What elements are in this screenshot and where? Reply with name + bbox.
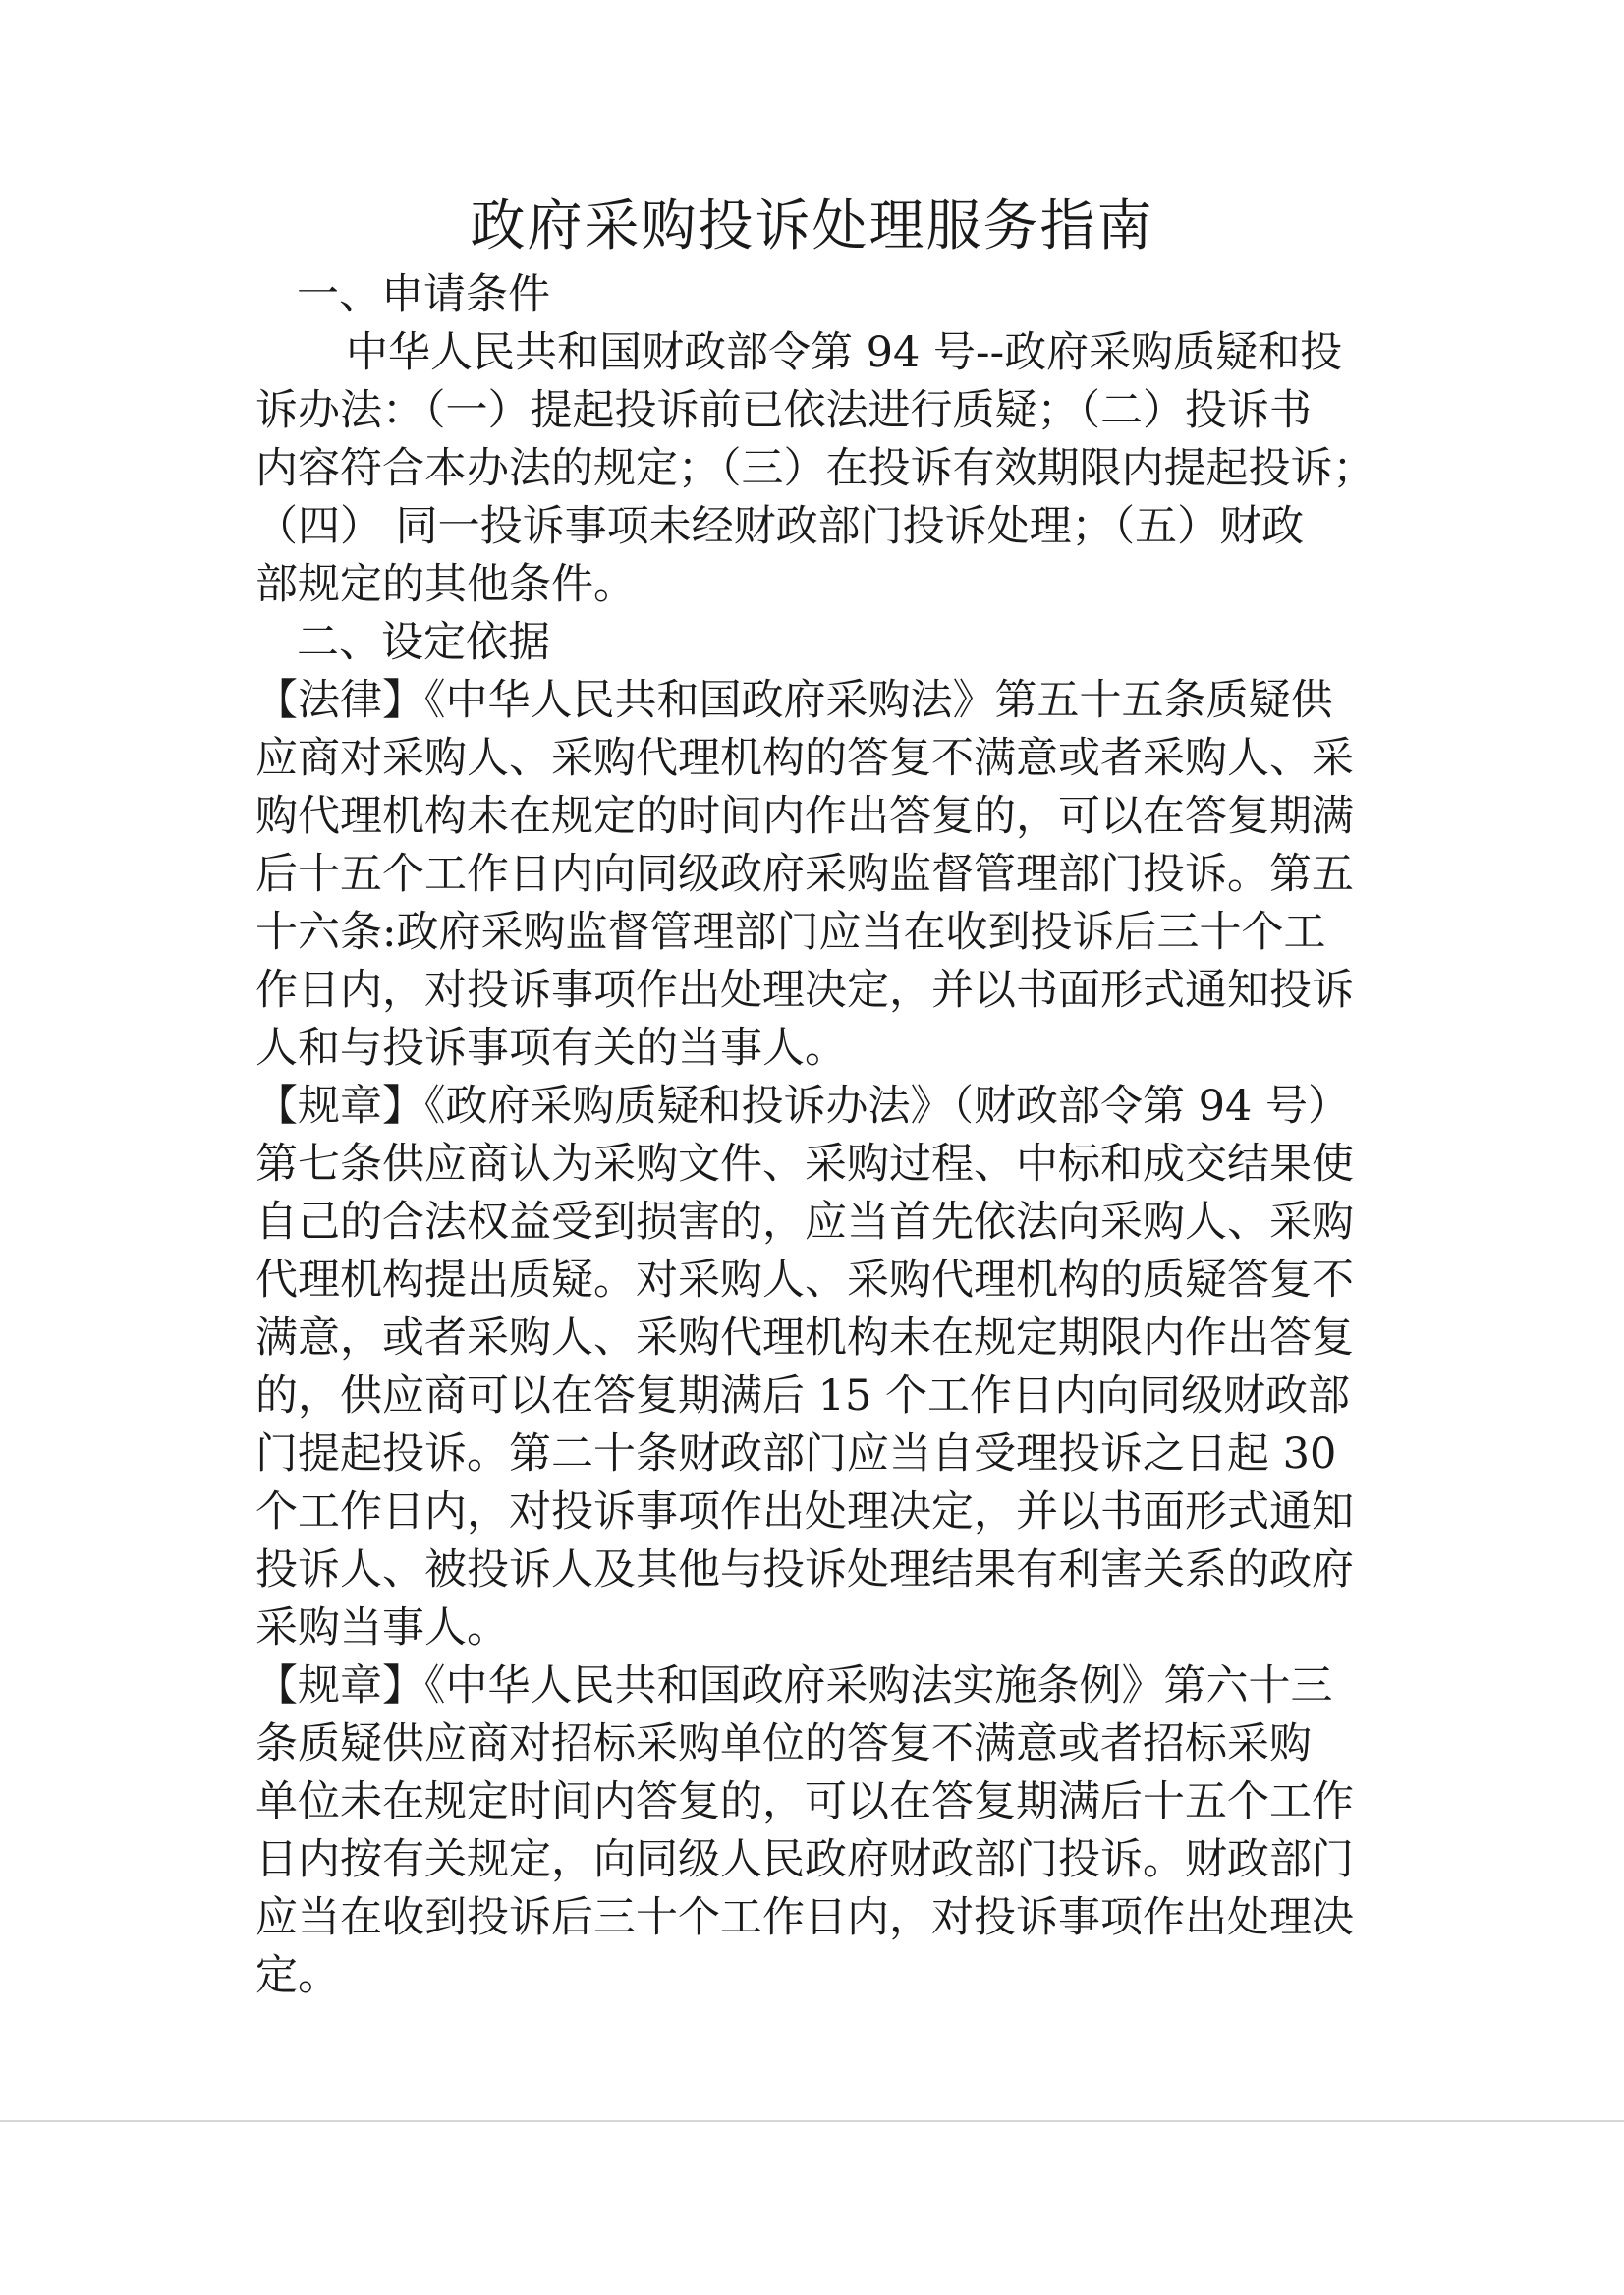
- paragraph-line: 【法律】《中华人民共和国政府采购法》第五十五条质疑供: [255, 676, 1333, 725]
- paragraph-line: 人和与投诉事项有关的当事人。: [255, 1024, 847, 1073]
- section-heading-conditions: 一、申请条件: [297, 270, 550, 319]
- paragraph-line: 后十五个工作日内向同级政府采购监督管理部门投诉。第五: [255, 850, 1354, 899]
- paragraph-line: 应商对采购人、采购代理机构的答复不满意或者采购人、采: [255, 734, 1354, 783]
- section-heading-basis: 二、设定依据: [297, 618, 550, 667]
- paragraph-line: 采购当事人。: [255, 1603, 509, 1652]
- page-bottom-divider: [0, 2120, 1624, 2122]
- page-title: 政府采购投诉处理服务指南: [470, 195, 1154, 258]
- paragraph-line: 部规定的其他条件。: [255, 560, 636, 609]
- paragraph-line: 自己的合法权益受到损害的，应当首先依法向采购人、采购: [255, 1198, 1354, 1247]
- paragraph-line: 【规章】《政府采购质疑和投诉办法》（财政部令第 94 号）: [255, 1082, 1351, 1131]
- paragraph-line: 代理机构提出质疑。对采购人、采购代理机构的质疑答复不: [255, 1256, 1354, 1305]
- paragraph-line: 日内按有关规定，向同级人民政府财政部门投诉。财政部门: [255, 1835, 1354, 1884]
- paragraph-line: 内容符合本办法的规定；（三）在投诉有效期限内提起投诉；: [255, 444, 1375, 493]
- paragraph-line: 中华人民共和国财政部令第 94 号--政府采购质疑和投: [346, 328, 1343, 377]
- paragraph-line: 作日内，对投诉事项作出处理决定，并以书面形式通知投诉: [255, 966, 1354, 1015]
- paragraph-line: 的，供应商可以在答复期满后 15 个工作日内向同级财政部: [255, 1371, 1351, 1421]
- paragraph-line: 满意，或者采购人、采购代理机构未在规定期限内作出答复: [255, 1314, 1354, 1363]
- paragraph-line: 条质疑供应商对招标采购单位的答复不满意或者招标采购: [255, 1719, 1312, 1768]
- paragraph-line: 应当在收到投诉后三十个工作日内，对投诉事项作出处理决: [255, 1893, 1354, 1942]
- paragraph-line: 定。: [255, 1951, 340, 2000]
- paragraph-line: 个工作日内，对投诉事项作出处理决定，并以书面形式通知: [255, 1487, 1354, 1537]
- paragraph-line: 【规章】《中华人民共和国政府采购法实施条例》第六十三: [255, 1661, 1333, 1710]
- paragraph-line: 购代理机构未在规定的时间内作出答复的，可以在答复期满: [255, 792, 1354, 841]
- paragraph-line: 第七条供应商认为采购文件、采购过程、中标和成交结果使: [255, 1140, 1354, 1189]
- paragraph-line: 单位未在规定时间内答复的，可以在答复期满后十五个工作: [255, 1777, 1354, 1826]
- paragraph-line: （四） 同一投诉事项未经财政部门投诉处理；（五）财政: [255, 502, 1305, 551]
- paragraph-line: 十六条:政府采购监督管理部门应当在收到投诉后三十个工: [255, 908, 1326, 957]
- paragraph-line: 诉办法：（一）提起投诉前已依法进行质疑；（二）投诉书: [255, 386, 1312, 435]
- paragraph-line: 投诉人、被投诉人及其他与投诉处理结果有利害关系的政府: [255, 1545, 1354, 1595]
- paragraph-line: 门提起投诉。第二十条财政部门应当自受理投诉之日起 30: [255, 1429, 1337, 1479]
